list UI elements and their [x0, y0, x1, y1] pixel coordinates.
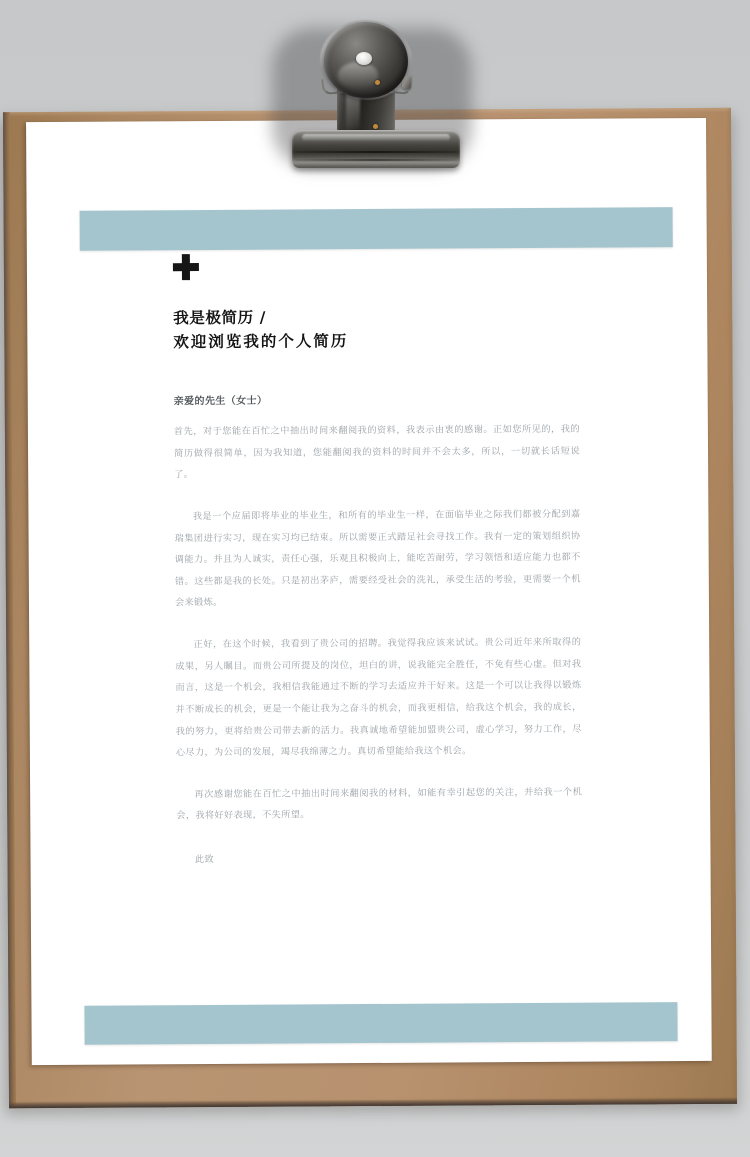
accent-bar-top [80, 207, 673, 251]
binder-clip-jaw-groove-lower [296, 159, 456, 161]
resume-paper [26, 118, 712, 1065]
binder-clip-top-rivet [375, 80, 380, 85]
page-title [173, 304, 579, 355]
binder-clip-jaw-groove-upper [296, 151, 456, 153]
paragraph-2: 我是一个应届即将毕业的毕业生，和所有的毕业生一样，在面临毕业之际我们都被分配到嘉瑞集团进行实习，现在实习均已结束。所以需要正式踏足社会寻找工作。我有一定的策划组织协调能力。并且为人诚实，责任心强，乐观且积极向上，能吃苦耐劳，学习领悟和适应能力也都不错。这些都是我的长处。只是初出茅庐，需要经受社会的洗礼，承受生活的考验，更需要一个机会来锻炼。 [174, 508, 581, 609]
accent-bar-bottom [84, 1002, 677, 1045]
binder-clip-barrel-highlight [338, 62, 378, 88]
plus-icon [173, 254, 199, 280]
binder-clip-jaw-highlight [302, 134, 450, 141]
paragraph-4: 再次感谢您能在百忙之中抽出时间来翻阅我的材料，如能有幸引起您的关注，并给我一个机会，我将好好表现，不失所望。 [176, 786, 583, 822]
binder-clip [268, 18, 484, 170]
paragraph-3: 正好，在这个时候，我看到了贵公司的招聘。我觉得我应该来试试。贵公司近年来所取得的成果，另人瞩目。而贵公司所提及的岗位，坦白的讲，说我能完全胜任，不免有些心虚。但对我而言，这是一个机会，我相信我能通过不断的学习去适应并干好来。这是一个可以让我得以锻炼并不断成长的机会，更是一个能让我为之奋斗的机会，而我更相信，给我这个机会，我的成长，我的努力，更将给贵公司带去新的活力。我真诚地希望能加盟贵公司，虚心学习，努力工作，尽心尽力，为公司的发展，竭尽我绵薄之力。真切希望能给我这个机会。 [175, 636, 582, 759]
page-title-line2: 欢迎浏览我的个人简历 [173, 332, 349, 352]
paragraph-1: 首先，对于您能在百忙之中抽出时间来翻阅我的资料，我表示由衷的感谢。正如您所见的，我的简历做得很简单，因为我知道，您能翻阅我的资料的时间并不会太多，所以，一切就长话短说了。 [173, 423, 581, 481]
binder-clip-center-hole [356, 52, 372, 65]
clipboard [3, 108, 737, 1108]
binder-clip-bottom-rivet [373, 124, 378, 129]
page-title-line1: 我是极简历 / [173, 308, 267, 328]
cover-letter-body [173, 252, 583, 871]
closing-line: 此致 [194, 853, 215, 866]
salutation: 亲爱的先生（女士） [173, 395, 268, 408]
